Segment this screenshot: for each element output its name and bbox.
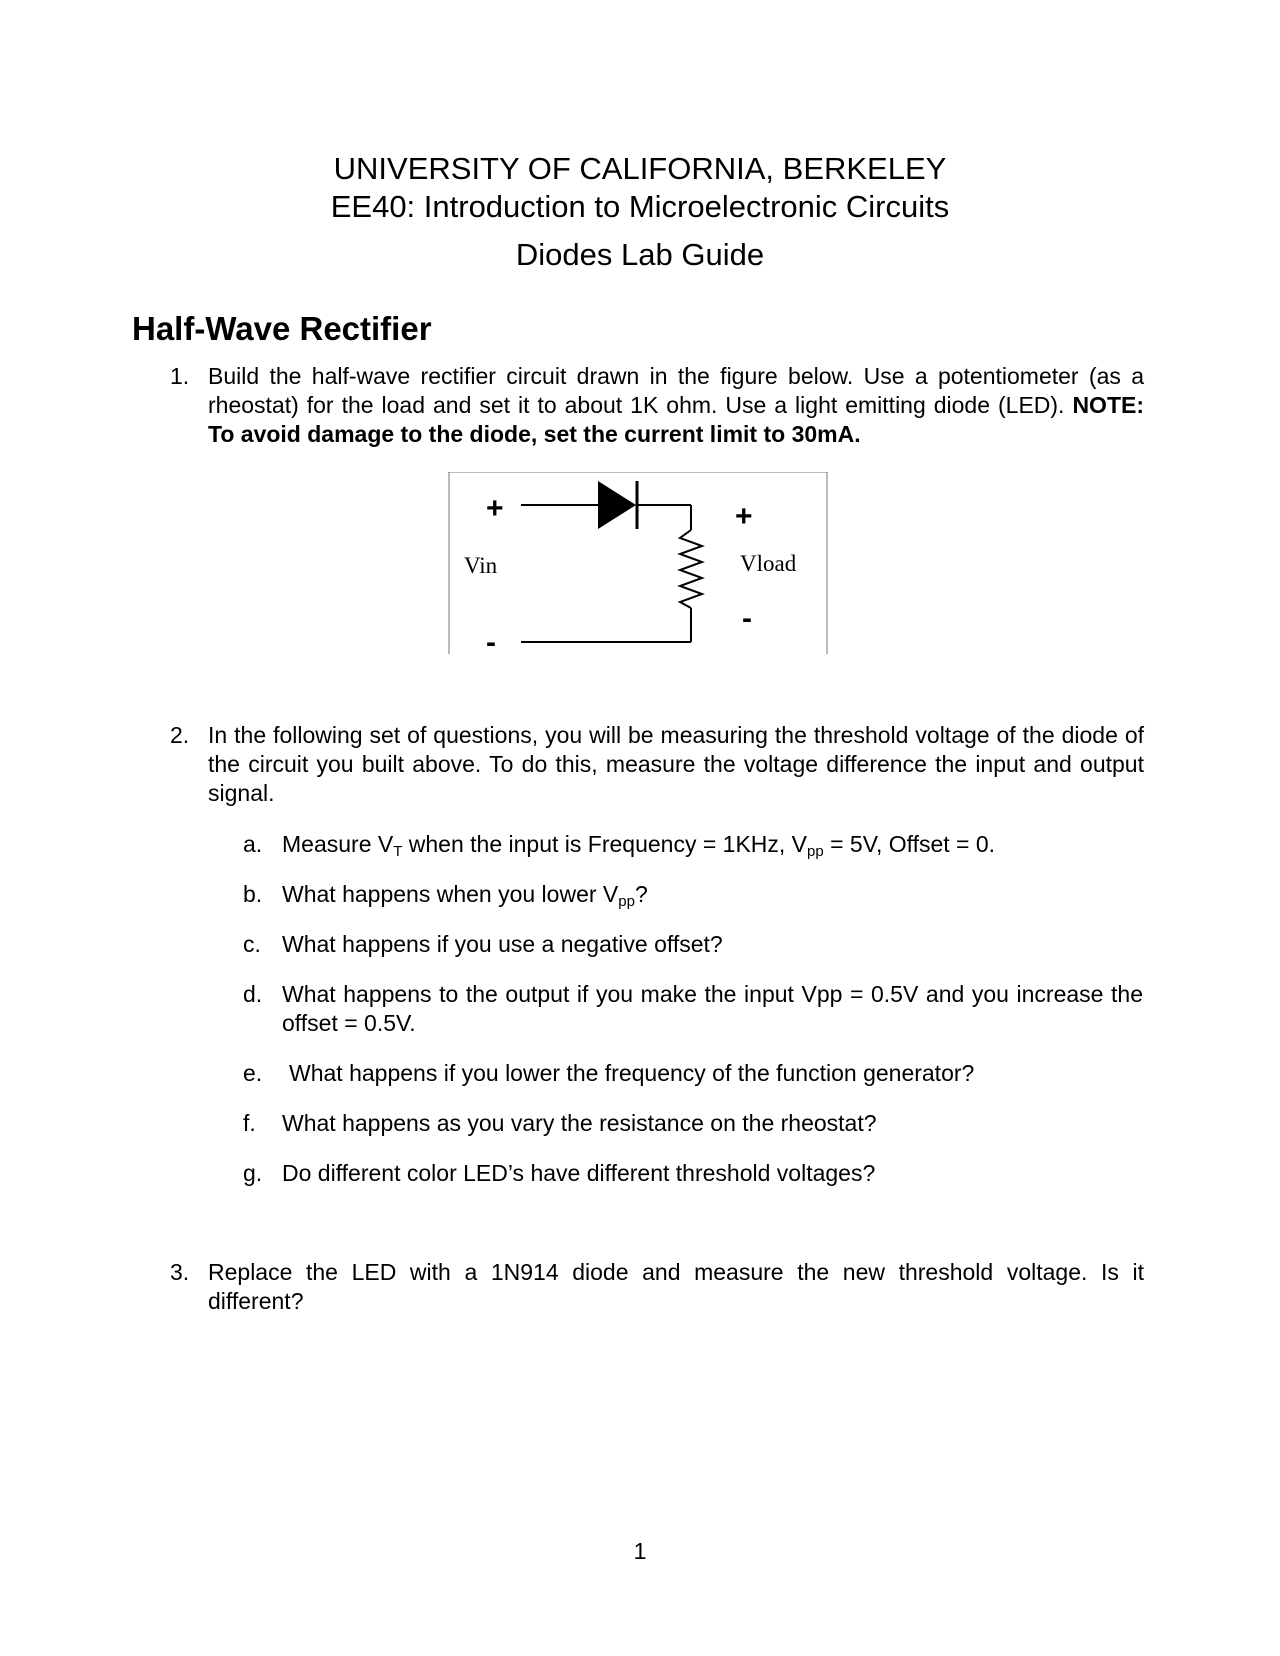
sub-item-text: What happens if you use a negative offset?	[282, 931, 723, 957]
vin-label: Vin	[464, 553, 498, 578]
guide-title: Diodes Lab Guide	[515, 237, 765, 272]
sub-item-text: What happens as you vary the resistance on the rheostat?	[282, 1110, 877, 1136]
sub-item-text: What happens when you lower $V_{pp}$?	[282, 881, 648, 910]
item-body	[208, 362, 1144, 449]
sub-item-e	[243, 1059, 1143, 1088]
resistor-symbol	[680, 530, 702, 608]
sub-item-letter: g.	[243, 1160, 263, 1186]
sub-item-c	[243, 930, 1143, 959]
sub-item-letter: b.	[243, 881, 263, 907]
vload-minus-sign: -	[742, 602, 752, 635]
sub-item-g	[243, 1159, 1143, 1188]
sub-item-text: What happens to the output if you make the input Vpp = 0.5V and you increase the offset = 0.5V.	[282, 981, 1143, 1036]
sub-item-letter: d.	[243, 981, 263, 1007]
sub-item-letter: e.	[243, 1060, 263, 1086]
sub-item-text: Do different color LED’s have different threshold voltages?	[282, 1160, 876, 1186]
half-wave-rectifier-circuit-diagram	[448, 472, 828, 654]
sub-item-letter: f.	[243, 1110, 256, 1136]
list-item-3	[170, 1258, 1144, 1316]
sub-item-letter: c.	[243, 931, 261, 957]
item-number: 3.	[170, 1259, 190, 1285]
section-heading: Half-Wave Rectifier	[132, 310, 432, 347]
sub-item-text: Measure $V_T$ when the input is Frequency = 1KHz, $V_{pp} = 5V$, Offset = 0.	[282, 831, 996, 860]
university-title: UNIVERSITY OF CALIFORNIA, BERKELEY	[333, 151, 947, 186]
sub-item-f	[243, 1109, 1143, 1138]
page-number: 1	[633, 1538, 647, 1564]
list-item-1	[170, 362, 1144, 449]
item-number: 2.	[170, 722, 190, 748]
sub-item-letter: a.	[243, 831, 263, 857]
sub-item-d	[243, 980, 1143, 1038]
vload-plus-sign: +	[735, 500, 753, 533]
sub-item-text: What happens if you lower the frequency of the function generator?	[289, 1060, 975, 1086]
diode-symbol	[598, 481, 636, 529]
safety-note: NOTE: To avoid damage to the diode, set the current limit to 30mA.	[208, 392, 1144, 447]
sub-item-a	[243, 830, 1143, 859]
vin-minus-sign: -	[486, 626, 496, 654]
vin-plus-sign: +	[486, 492, 504, 525]
item-text: In the following set of questions, you will be measuring the threshold voltage of the diode of the circuit you built above. To do this, measure the voltage difference the input and output signal.	[208, 722, 1144, 806]
sub-item-b	[243, 880, 1143, 909]
item-text: Build the half-wave rectifier circuit drawn in the figure below. Use a potentiometer (as a rheostat) for the load and set it to about 1K ohm. Use a light emitting diode (LED).	[208, 363, 1144, 418]
item-text: Replace the LED with a 1N914 diode and measure the new threshold voltage. Is it different?	[208, 1259, 1144, 1314]
vload-label: Vload	[740, 551, 797, 576]
course-title: EE40: Introduction to Microelectronic Circuits	[330, 189, 950, 224]
item-number: 1.	[170, 363, 190, 389]
list-item-2	[170, 721, 1144, 808]
